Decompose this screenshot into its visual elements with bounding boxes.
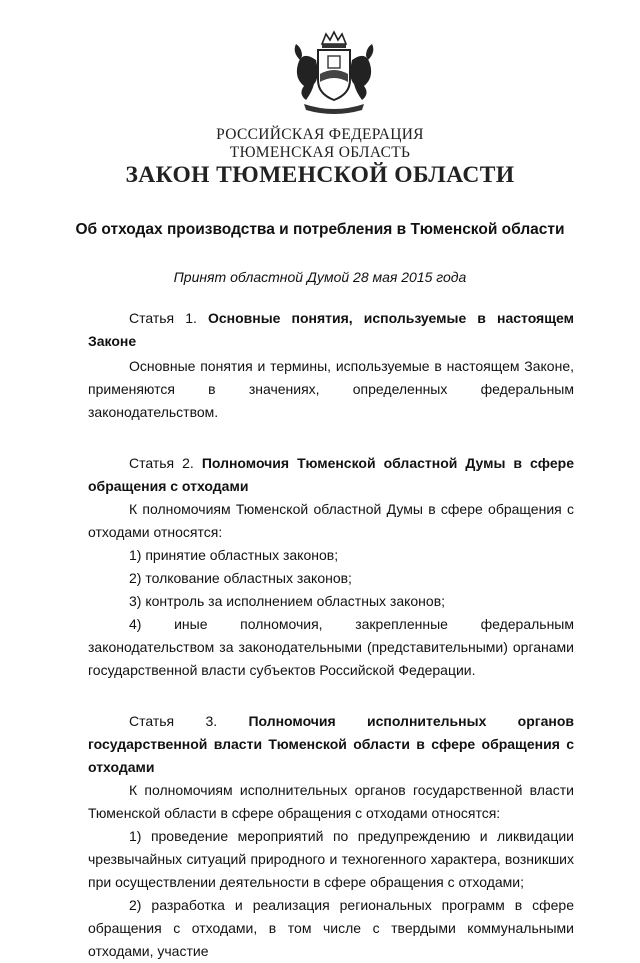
coat-of-arms-emblem [284, 30, 384, 116]
list-item: 2) толкование областных законов; [129, 570, 352, 586]
header-region: ТЮМЕНСКАЯ ОБЛАСТЬ [229, 144, 411, 161]
list-item: 4) иные полномочия, закрепленные федеральным законодательством за законодательными (представительными) органами государственной власти субъектов Российской Федерации. [88, 616, 574, 678]
list-item: 1) проведение мероприятий по предупреждению и ликвидации чрезвычайных ситуаций природного и техногенного характера, возникших при осуществлении деятельности в сфере обращения с отходами; [88, 828, 574, 890]
document-body [88, 307, 574, 963]
header-law: ЗАКОН ТЮМЕНСКОЙ ОБЛАСТИ [125, 162, 515, 188]
list-item: 1) принятие областных законов; [129, 547, 339, 563]
paragraph: К полномочиям исполнительных органов государственной власти Тюменской области в сфере обращения с отходами относятся: [88, 782, 574, 821]
article-label: Статья 3. [129, 713, 218, 729]
article-title: Полномочия исполнительных органов государственной власти Тюменской области в сфере обращения с отходами [88, 713, 574, 775]
article-label: Статья 1. [129, 310, 197, 326]
article-heading [88, 307, 574, 353]
list-item: 2) разработка и реализация региональных программ в сфере обращения с отходами, в том числе с твердыми коммунальными отходами, участие [88, 897, 574, 959]
paragraph: Основные понятия и термины, используемые в настоящем Законе, применяются в значениях, определенных федеральным законодательством. [88, 358, 574, 420]
list-item: 3) контроль за исполнением областных законов; [129, 593, 446, 609]
article-heading [88, 452, 574, 498]
article-title: Основные понятия, используемые в настоящем Законе [88, 310, 574, 349]
article-title: Полномочия Тюменской областной Думы в сфере обращения с отходами [88, 455, 574, 494]
article-heading [88, 710, 574, 779]
law-title: Об отходах производства и потребления в Тюменской области [75, 221, 565, 238]
article-label: Статья 2. [129, 455, 194, 471]
paragraph: К полномочиям Тюменской областной Думы в сфере обращения с отходами относятся: [88, 501, 574, 540]
adoption-date: Принят областной Думой 28 мая 2015 года [173, 269, 467, 285]
header-federation: РОССИЙСКАЯ ФЕДЕРАЦИЯ [216, 126, 424, 143]
